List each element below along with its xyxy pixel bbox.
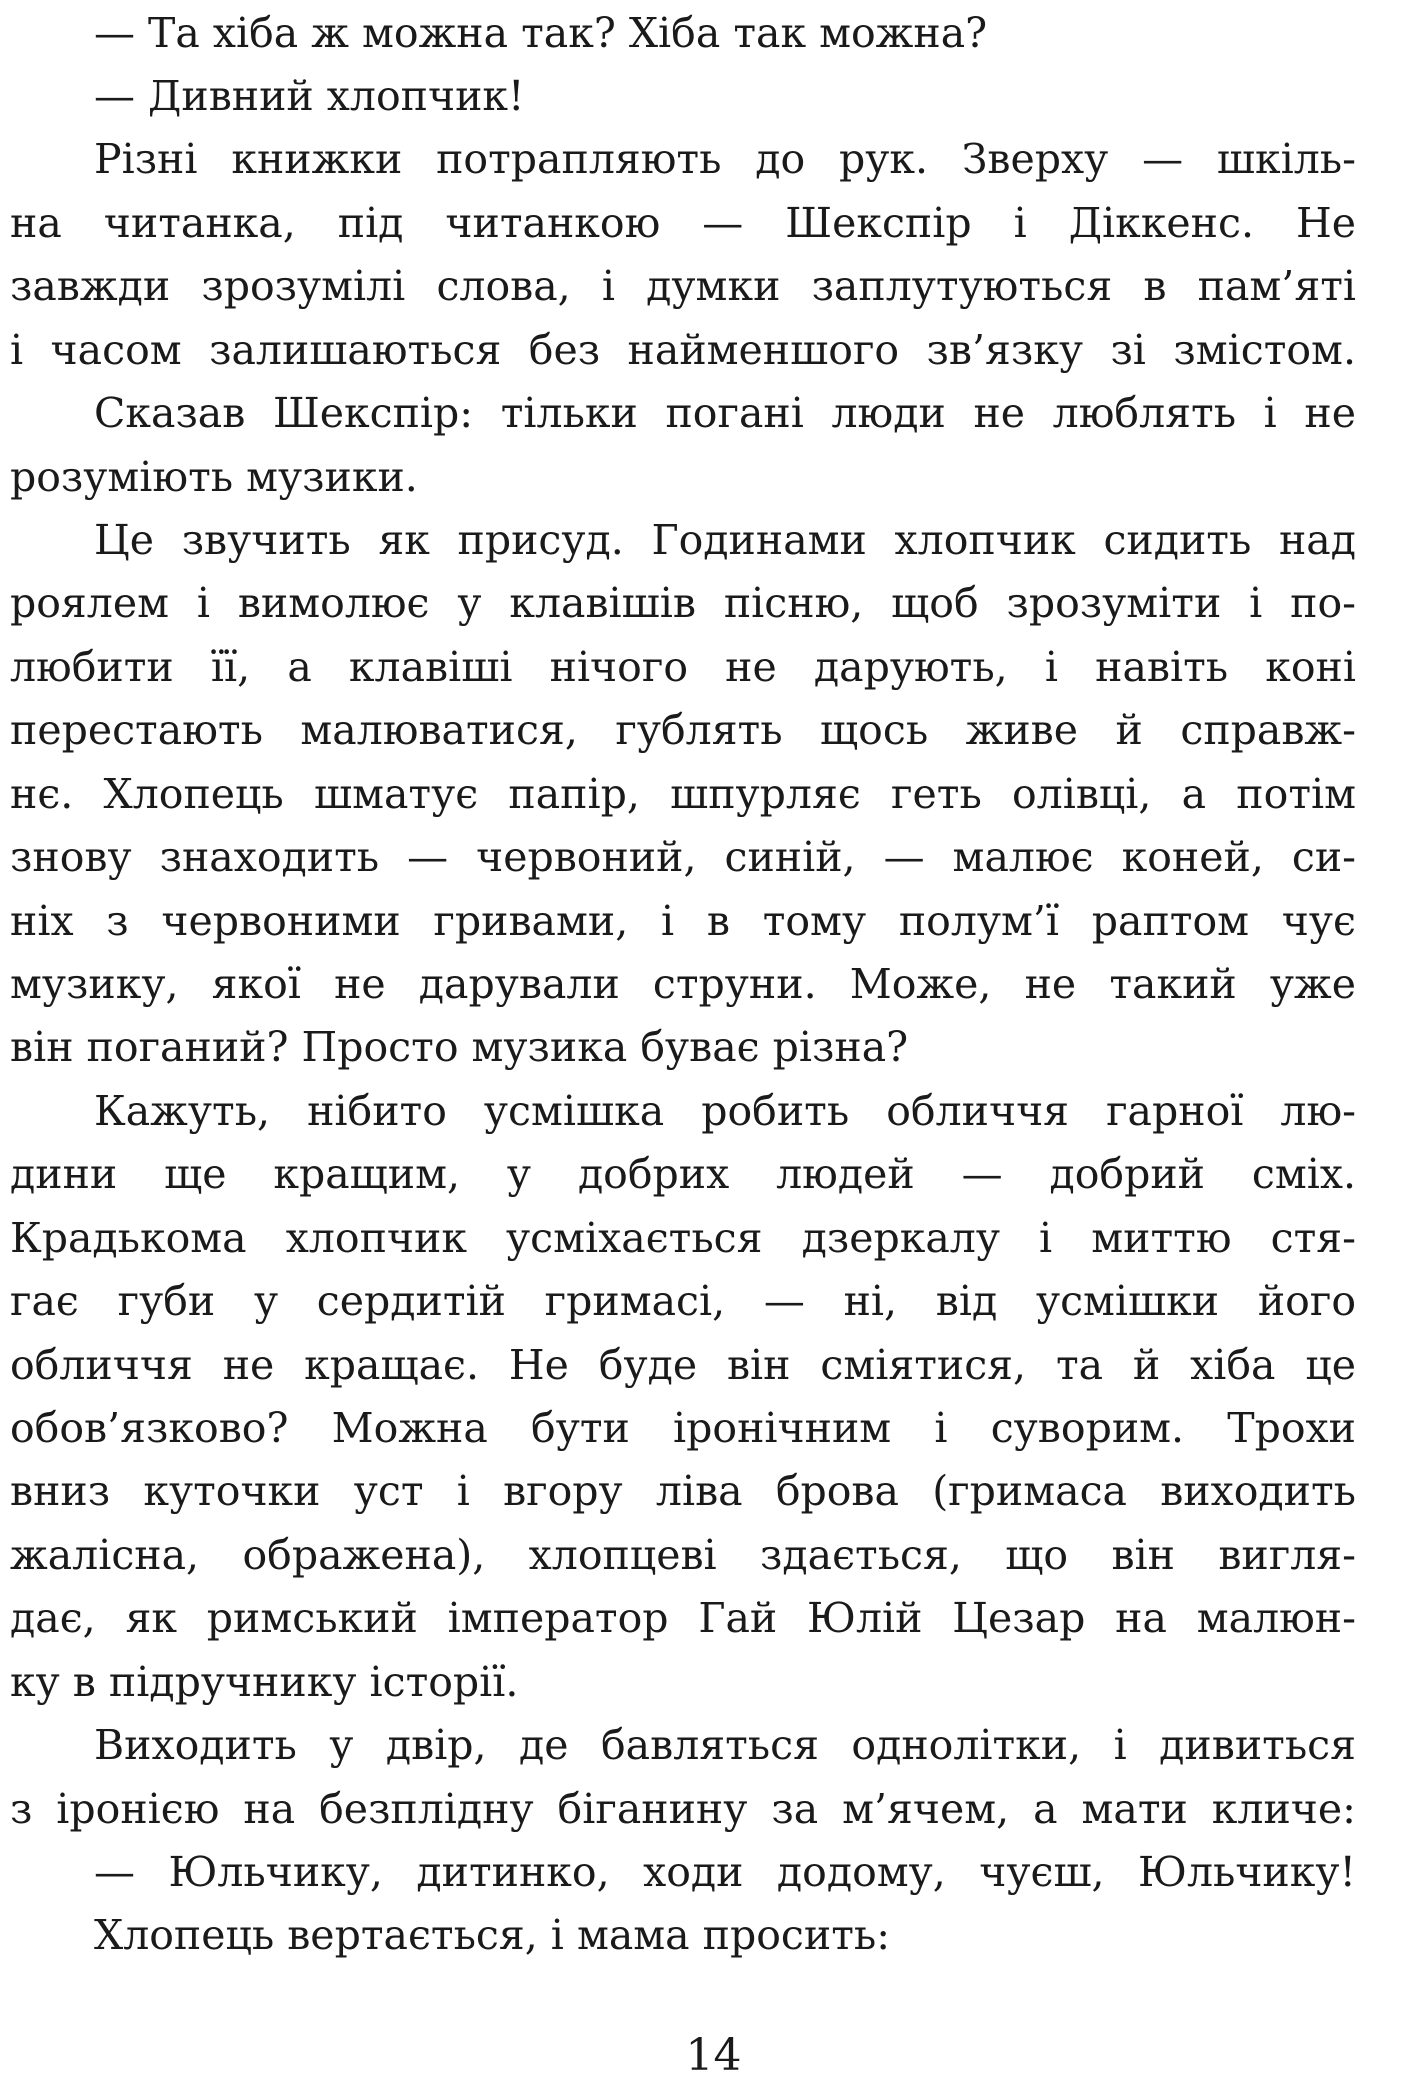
text-line: — Та хіба ж можна так? Хіба так можна? bbox=[94, 9, 988, 57]
text-line: — Юльчику, дитинко, ходи додому, чуєш, Юльчику! bbox=[94, 1848, 1356, 1896]
text-line: перестають малюватися, гублять щось живе й справж- bbox=[10, 706, 1356, 754]
text-line: Крадькома хлопчик усміхається дзеркалу і миттю стя- bbox=[10, 1214, 1356, 1262]
text-line: жалісна, ображена), хлопцеві здається, що він вигля- bbox=[10, 1531, 1356, 1579]
text-line: знову знаходить — червоний, синій, — малює коней, си- bbox=[10, 833, 1356, 881]
text-line: нє. Хлопець шматує папір, шпурляє геть олівці, а потім bbox=[10, 770, 1356, 818]
text-line: роялем і вимолює у клавішів пісню, щоб зрозуміти і по- bbox=[10, 579, 1356, 627]
text-line: дини ще кращим, у добрих людей — добрий сміх. bbox=[10, 1150, 1356, 1198]
text-line: гає губи у сердитій гримасі, — ні, від усмішки його bbox=[10, 1277, 1356, 1325]
text-line: Різні книжки потрапляють до рук. Зверху — шкіль- bbox=[94, 135, 1356, 183]
text-line: вниз куточки уст і вгору ліва брова (гримаса виходить bbox=[10, 1467, 1356, 1515]
text-line: завжди зрозумілі слова, і думки заплутуються в пам’яті bbox=[10, 262, 1356, 310]
text-line: дає, як римський імператор Гай Юлій Цезар на малюн- bbox=[10, 1594, 1356, 1642]
text-line: ку в підручнику історії. bbox=[10, 1658, 519, 1706]
text-line: обличчя не кращає. Не буде він сміятися, та й хіба це bbox=[10, 1341, 1356, 1389]
text-line: з іронією на безплідну біганину за м’ячем, а мати кличе: bbox=[10, 1785, 1356, 1833]
text-line: Сказав Шекспір: тільки погані люди не люблять і не bbox=[94, 389, 1356, 437]
text-line: — Дивний хлопчик! bbox=[94, 72, 525, 120]
text-line: любити її, а клавіші нічого не дарують, і навіть коні bbox=[10, 643, 1356, 691]
text-line: він поганий? Просто музика буває різна? bbox=[10, 1023, 909, 1071]
text-line: розуміють музики. bbox=[10, 453, 418, 501]
text-line: Хлопець вертається, і мама просить: bbox=[94, 1911, 891, 1959]
page-number: 14 bbox=[685, 2030, 742, 2081]
text-line: Це звучить як присуд. Годинами хлопчик сидить над bbox=[94, 516, 1356, 564]
text-line: на читанка, під читанкою — Шекспір і Діккенс. Не bbox=[10, 199, 1356, 247]
text-line: Кажуть, нібито усмішка робить обличчя гарної лю- bbox=[94, 1087, 1356, 1135]
text-line: ніх з червоними гривами, і в тому полум’ї раптом чує bbox=[10, 897, 1356, 945]
text-line: Виходить у двір, де бавляться однолітки, і дивиться bbox=[94, 1721, 1356, 1769]
text-line: музику, якої не дарували струни. Може, не такий уже bbox=[10, 960, 1356, 1008]
text-line: і часом залишаються без найменшого зв’язку зі змістом. bbox=[10, 326, 1356, 374]
text-line: обов’язково? Можна бути іронічним і суворим. Трохи bbox=[10, 1404, 1356, 1452]
